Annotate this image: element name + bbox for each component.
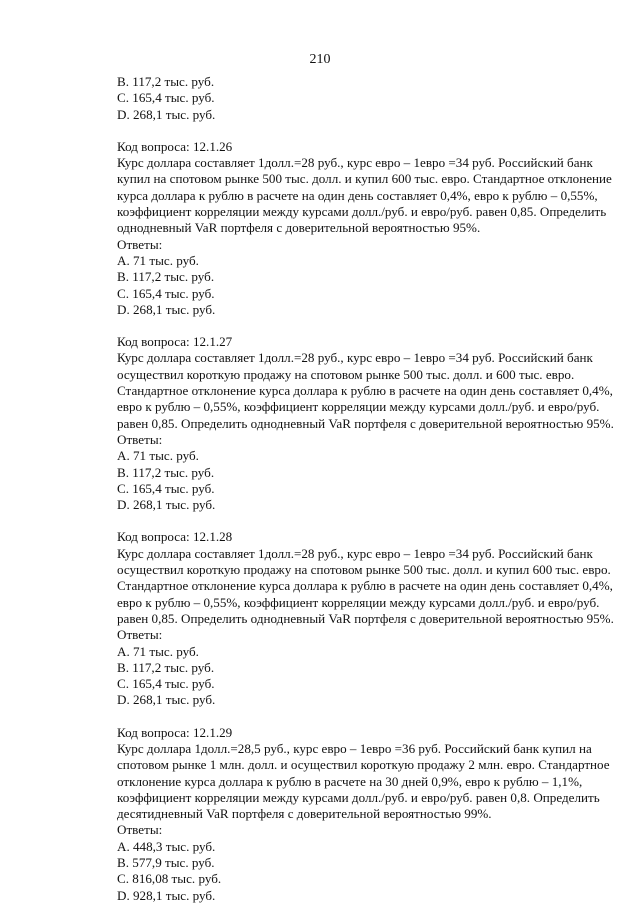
- answer-option-b: B. 117,2 тыс. руб.: [117, 464, 215, 480]
- answers-label: Ответы:: [117, 822, 163, 838]
- question-12-1-26: [117, 139, 617, 318]
- question-text-line: Стандартное отклонение курса доллара к рублю в расчете на один день составляет 0,4%,: [117, 578, 613, 594]
- answer-option-d: D. 268,1 тыс. руб.: [117, 106, 216, 122]
- answers-label: Ответы:: [117, 627, 163, 643]
- answers-label: Ответы:: [117, 431, 163, 447]
- page-number: 210: [309, 52, 331, 67]
- answer-option-a: A. 71 тыс. руб.: [117, 252, 199, 268]
- question-text-line: Курс доллара составляет 1долл.=28 руб., курс евро – 1евро =34 руб. Российский банк: [117, 155, 593, 171]
- question-text-line: Курс доллара составляет 1долл.=28 руб., курс евро – 1евро =34 руб. Российский банк: [117, 545, 593, 561]
- question-text-line: однодневный VaR портфеля с доверительной вероятностью 95%.: [117, 220, 481, 236]
- answer-option-a: A. 71 тыс. руб.: [117, 448, 199, 464]
- question-text-line: купил на спотовом рынке 500 тыс. долл. и купил 600 тыс. евро. Стандартное отклонение: [117, 171, 612, 187]
- previous-question-answers: [117, 74, 617, 123]
- question-text-line: евро к рублю – 0,55%, коэффициент корреляции между курсами долл./руб. и евро/руб.: [117, 594, 600, 610]
- answer-option-a: A. 448,3 тыс. руб.: [117, 838, 216, 854]
- question-text-line: равен 0,85. Определить однодневный VaR портфеля с доверительной вероятностью 95%.: [117, 610, 614, 626]
- question-text-line: осуществил короткую продажу на спотовом рынке 500 тыс. долл. и купил 600 тыс. евро.: [117, 562, 611, 578]
- question-text-line: отклонение курса доллара к рублю в расчете на 30 дней 0,9%, евро к рублю – 1,1%,: [117, 773, 583, 789]
- question-12-1-29: [117, 725, 617, 904]
- question-text-line: коэффициент корреляции между курсами долл./руб. и евро/руб. равен 0,85. Определить: [117, 204, 607, 220]
- question-text-line: коэффициент корреляции между курсами долл./руб. и евро/руб. равен 0,8. Определить: [117, 789, 600, 805]
- question-text-line: Курс доллара составляет 1долл.=28 руб., курс евро – 1евро =34 руб. Российский банк: [117, 350, 593, 366]
- answer-option-b: B. 117,2 тыс. руб.: [117, 659, 215, 675]
- answer-option-c: C. 165,4 тыс. руб.: [117, 480, 215, 496]
- question-text-line: десятидневный VaR портфеля с доверительной вероятностью 99%.: [117, 806, 492, 822]
- question-text-line: спотовом рынке 1 млн. долл. и осуществил короткую продажу 2 млн. евро. Стандартное: [117, 757, 610, 773]
- answer-option-a: A. 71 тыс. руб.: [117, 643, 199, 659]
- question-text-line: осуществил короткую продажу на спотовом рынке 500 тыс. долл. и 600 тыс. евро.: [117, 366, 575, 382]
- question-code: Код вопроса: 12.1.29: [117, 724, 233, 740]
- answer-option-d: D. 268,1 тыс. руб.: [117, 692, 216, 708]
- answer-option-b: B. 117,2 тыс. руб.: [117, 269, 215, 285]
- answer-option-d: D. 928,1 тыс. руб.: [117, 887, 216, 903]
- document-body: [117, 74, 617, 904]
- answer-option-d: D. 268,1 тыс. руб.: [117, 301, 216, 317]
- question-code: Код вопроса: 12.1.28: [117, 529, 233, 545]
- question-text-line: Курс доллара 1долл.=28,5 руб., курс евро – 1евро =36 руб. Российский банк купил на: [117, 740, 592, 756]
- question-text-line: евро к рублю – 0,55%, коэффициент корреляции между курсами долл./руб. и евро/руб.: [117, 399, 600, 415]
- answer-option-c: C. 165,4 тыс. руб.: [117, 285, 215, 301]
- answer-option-c: C. 165,4 тыс. руб.: [117, 676, 215, 692]
- answer-option-c: C. 165,4 тыс. руб.: [117, 90, 215, 106]
- question-text-line: курса доллара к рублю в расчете на один день составляет 0,4%, евро к рублю – 0,55%,: [117, 187, 598, 203]
- question-12-1-27: [117, 334, 617, 513]
- question-code: Код вопроса: 12.1.27: [117, 334, 233, 350]
- answer-option-b: B. 577,9 тыс. руб.: [117, 855, 215, 871]
- question-text-line: Стандартное отклонение курса доллара к рублю в расчете на один день составляет 0,4%,: [117, 383, 613, 399]
- answer-option-d: D. 268,1 тыс. руб.: [117, 497, 216, 513]
- question-text-line: равен 0,85. Определить однодневный VaR портфеля с доверительной вероятностью 95%.: [117, 415, 614, 431]
- answer-option-b: B. 117,2 тыс. руб.: [117, 74, 215, 89]
- question-12-1-28: [117, 529, 617, 708]
- answers-label: Ответы:: [117, 236, 163, 252]
- question-code: Код вопроса: 12.1.26: [117, 138, 233, 154]
- answer-option-c: C. 816,08 тыс. руб.: [117, 871, 222, 887]
